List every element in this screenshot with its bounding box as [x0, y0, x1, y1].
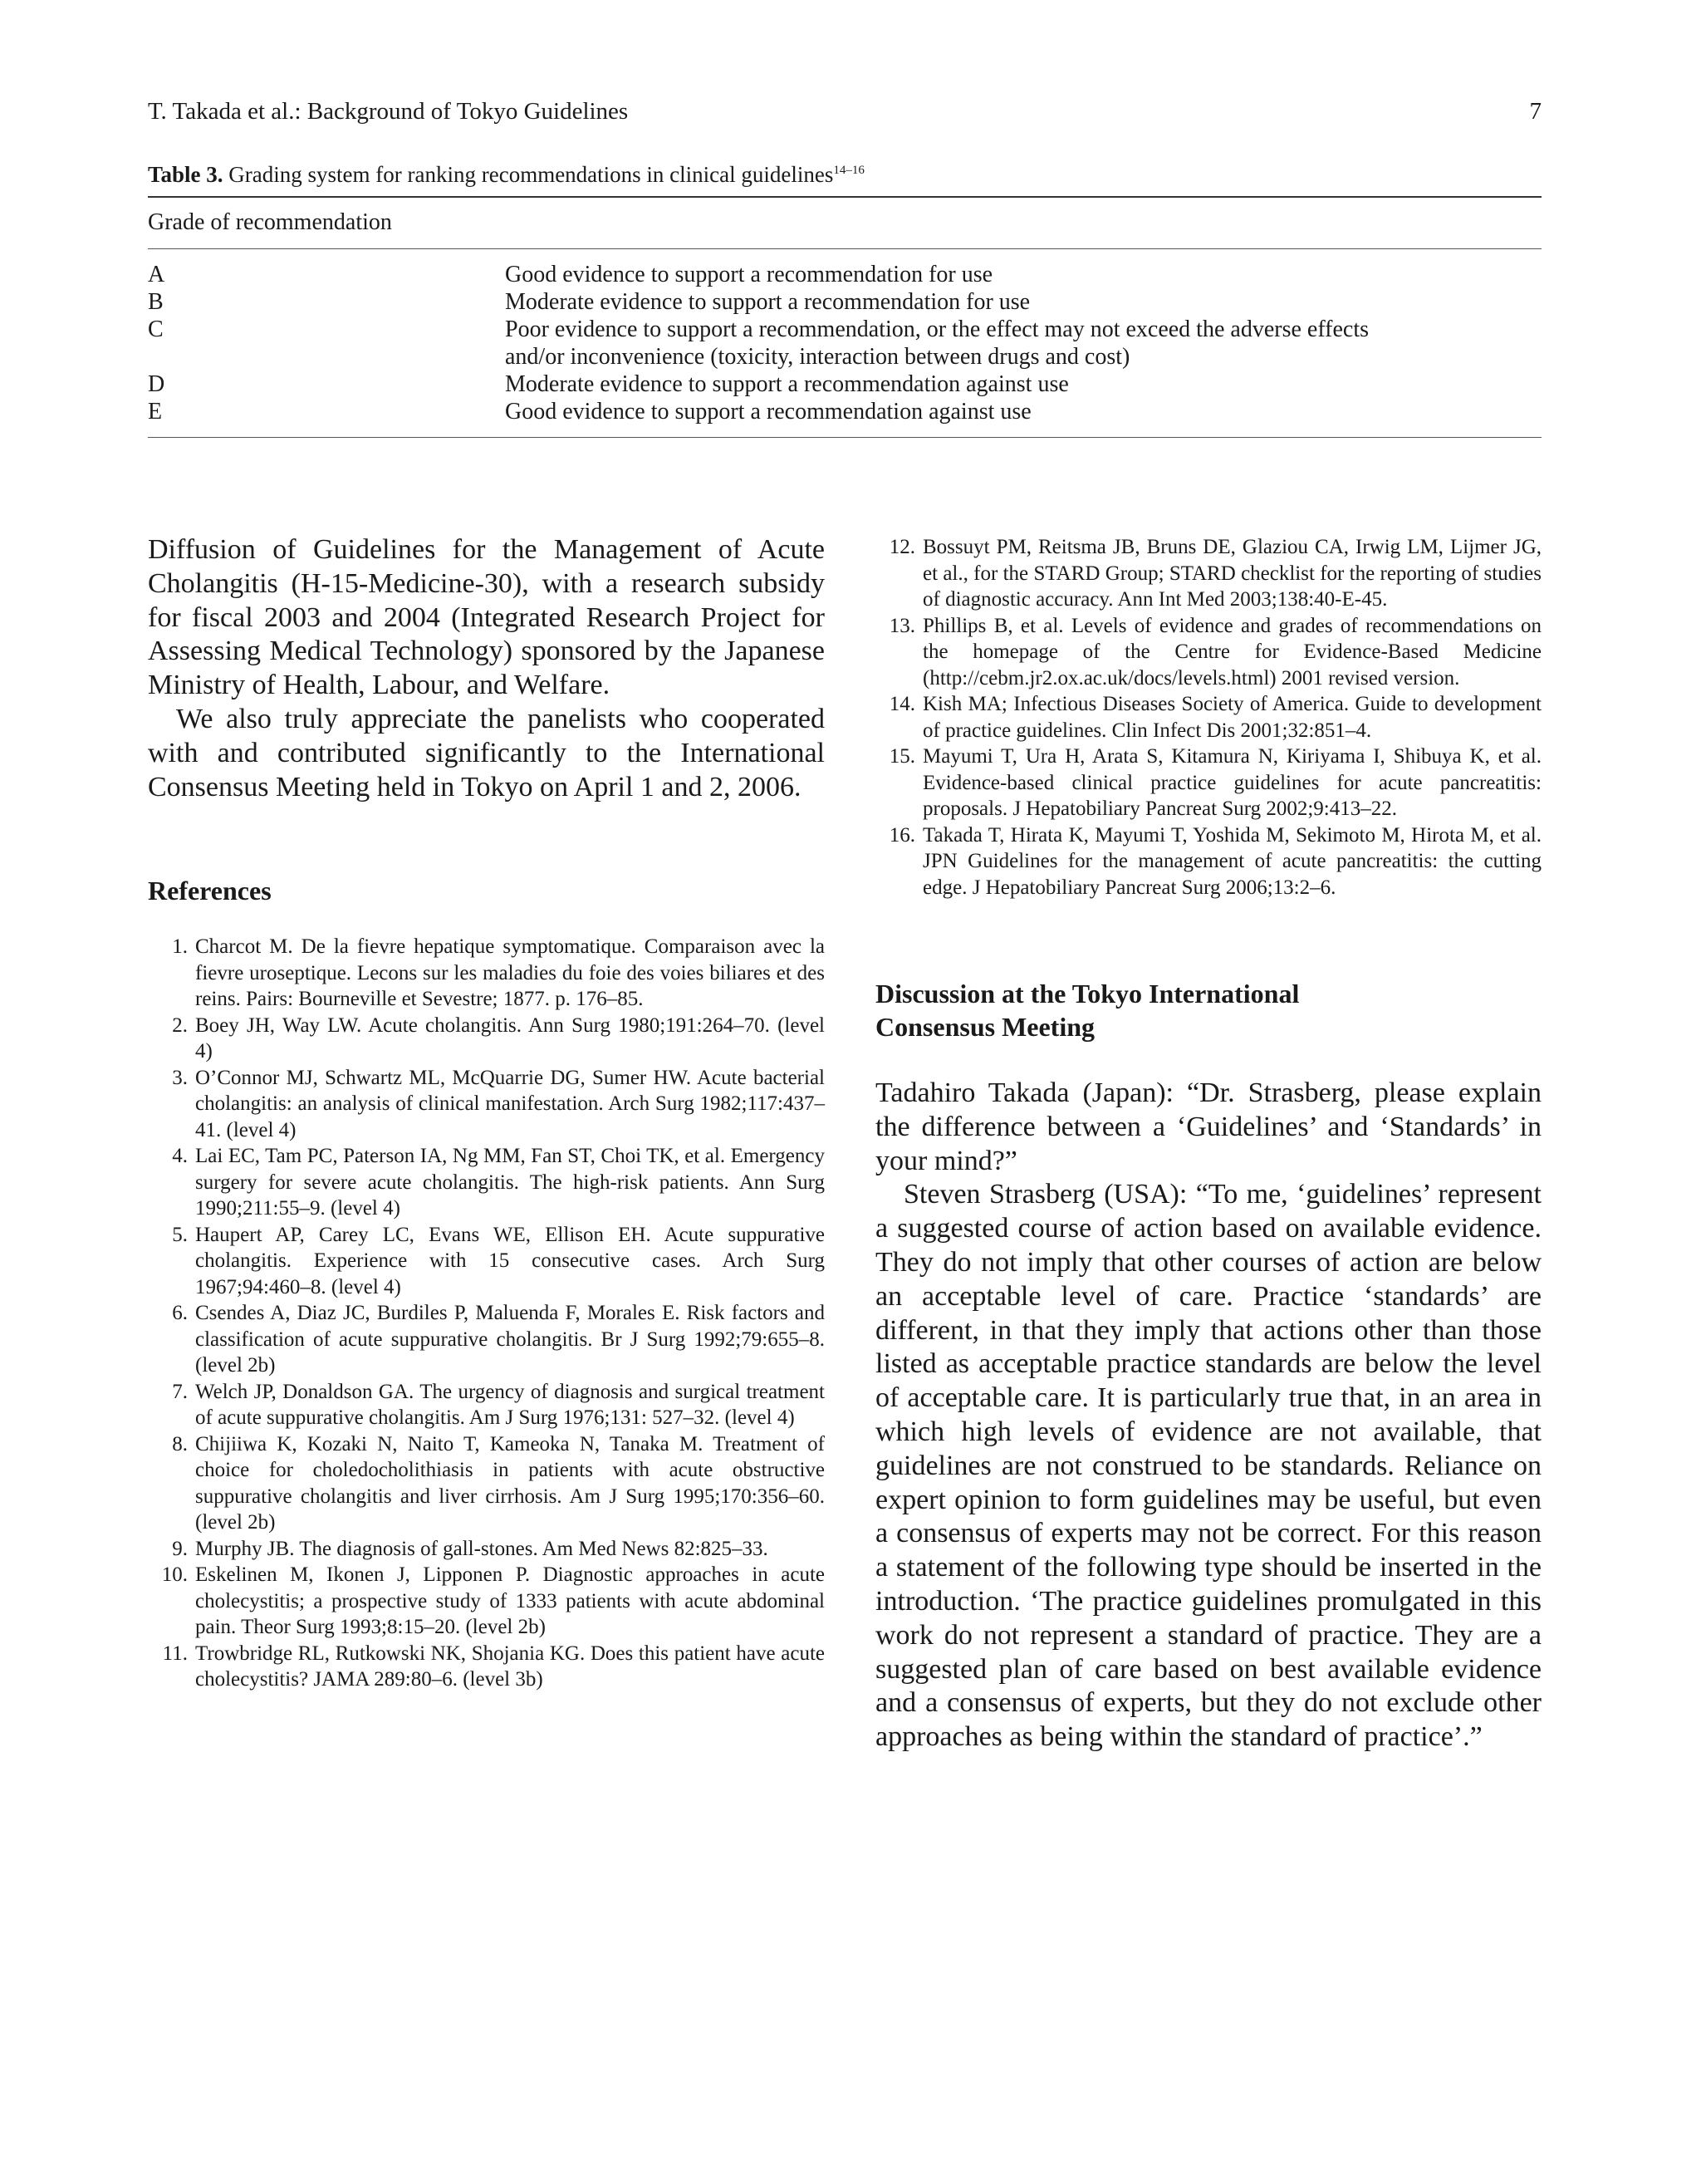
reference-list-left — [148, 934, 825, 1693]
reference-number: 14. — [889, 693, 915, 715]
reference-item — [875, 744, 1542, 822]
reference-text: Bossuyt PM, Reitsma JB, Bruns DE, Glaziou CA, Irwig LM, Lijmer JG, et al., for the STARD Group; STARD checklist for the reporting of studies of diagnostic accuracy. Ann Int Med 2003;138:40-E-45. — [923, 536, 1542, 611]
reference-item — [875, 534, 1542, 613]
discussion-paragraph: Tadahiro Takada (Japan): “Dr. Strasberg, please explain the difference between a ‘Guidelines’ and ‘Standards’ in your mind?” — [875, 1077, 1542, 1176]
grade-letter: C — [148, 317, 164, 342]
reference-text: Charcot M. De la fievre hepatique symptomatique. Comparaison avec la fievre uroseptique. Lecons sur les maladies du foie des voies biliares et des reins. Pairs: Bourneville et Sevestre; 1877. p. 176–85. — [195, 935, 825, 1011]
reference-text: O’Connor MJ, Schwartz ML, McQuarrie DG, Sumer HW. Acute bacterial cholangitis: an analysis of clinical manifestation. Arch Surg 1982;117:437–41. (level 4) — [195, 1066, 825, 1141]
running-title: T. Takada et al.: Background of Tokyo Guidelines — [148, 98, 629, 125]
reference-item — [148, 1641, 825, 1693]
grade-letter: B — [148, 289, 164, 315]
table-body — [148, 249, 1542, 437]
reference-number: 5. — [172, 1223, 188, 1246]
table-row — [148, 261, 1542, 288]
reference-text: Chijiiwa K, Kozaki N, Naito T, Kameoka N, Tanaka M. Treatment of choice for choledocholithiasis in patients with acute obstructive suppurative cholangitis and liver cirrhosis. Am J Surg 1995;170:356–60. (level 2b) — [195, 1432, 825, 1534]
left-column — [148, 533, 825, 1693]
reference-item — [148, 1536, 825, 1563]
reference-item — [875, 822, 1542, 901]
reference-text: Murphy JB. The diagnosis of gall-stones. Am Med News 82:825–33. — [195, 1537, 768, 1560]
reference-number: 13. — [889, 614, 915, 637]
acknowledgment-paragraph: We also truly appreciate the panelists who cooperated with and contributed significantly to the International Consensus Meeting held in Tokyo on April 1 and 2, 2006. — [148, 703, 825, 802]
grade-description-line: Poor evidence to support a recommendation, or the effect may not exceed the adverse effects — [505, 317, 1369, 342]
table-row — [148, 316, 1542, 371]
acknowledgment-paragraph: Diffusion of Guidelines for the Management of Acute Cholangitis (H-15-Medicine-30), with a research subsidy for fiscal 2003 and 2004 (Integrated Research Project for Assessing Medical Technology) sponsored by the Japanese Ministry of Health, Labour, and Welfare. — [148, 534, 825, 701]
reference-number: 3. — [172, 1066, 188, 1089]
page-number: 7 — [1529, 98, 1542, 125]
reference-item — [148, 1065, 825, 1144]
table-bottom-rule — [148, 437, 1542, 438]
grade-description: Moderate evidence to support a recommendation for use — [505, 289, 1031, 315]
reference-number: 9. — [172, 1537, 188, 1560]
reference-text: Kish MA; Infectious Diseases Society of America. Guide to development of practice guidelines. Clin Infect Dis 2001;32:851–4. — [923, 693, 1542, 742]
table-caption — [148, 162, 1542, 188]
running-head — [148, 98, 1542, 125]
reference-item — [148, 1431, 825, 1536]
reference-item — [875, 691, 1542, 744]
right-column — [875, 534, 1542, 1755]
reference-item — [148, 1013, 825, 1065]
reference-number: 12. — [889, 536, 915, 558]
table-caption-refs: 14–16 — [833, 164, 865, 177]
reference-number: 15. — [889, 745, 915, 768]
reference-list-right — [875, 534, 1542, 901]
reference-number: 1. — [172, 935, 188, 959]
reference-text: Trowbridge RL, Rutkowski NK, Shojania KG. Does this patient have acute cholecystitis? JAMA 289:80–6. (level 3b) — [195, 1642, 825, 1691]
reference-text: Haupert AP, Carey LC, Evans WE, Ellison EH. Acute suppurative cholangitis. Experience with 15 consecutive cases. Arch Surg 1967;94:460–8. (level 4) — [195, 1223, 825, 1298]
reference-item — [148, 1379, 825, 1431]
reference-number: 11. — [162, 1642, 188, 1665]
discussion-heading — [875, 977, 1542, 1043]
reference-item — [148, 1143, 825, 1222]
reference-number: 8. — [172, 1432, 188, 1455]
grade-description-line: and/or inconvenience (toxicity, interaction between drugs and cost) — [505, 344, 1130, 370]
grade-description: Moderate evidence to support a recommendation against use — [505, 371, 1069, 397]
grade-letter: A — [148, 262, 165, 287]
table-caption-text: Grading system for ranking recommendations in clinical guidelines — [228, 162, 834, 187]
grade-description — [505, 316, 1542, 371]
discussion-paragraph: Steven Strasberg (USA): “To me, ‘guidelines’ represent a suggested course of action based on available evidence. They do not imply that other courses of action are below an acceptable level of care. Practice ‘standards’ are different, in that they imply that actions other than those listed as acceptable practice standards are below the level of acceptable care. It is particularly true that, in an area in which high levels of evidence are not available, that guidelines are not construed to be standards. Reliance on expert opinion to form guidelines may be useful, but even a consensus of experts may not be correct. For this reason a statement of the following type should be inserted in the introduction. ‘The practice guidelines promulgated in this work do not represent a standard of practice. They are a suggested plan of care based on best available evidence and a consensus of experts, but they do not exclude other approaches as being within the standard of practice’.” — [875, 1179, 1542, 1753]
reference-number: 16. — [889, 823, 915, 847]
table-label: Table 3. — [148, 162, 223, 187]
reference-item — [148, 1222, 825, 1301]
reference-number: 6. — [172, 1302, 188, 1325]
reference-text: Eskelinen M, Ikonen J, Lipponen P. Diagnostic approaches in acute cholecystitis; a prospective study of 1333 patients with acute abdominal pain. Theor Surg 1993;8:15–20. (level 2b) — [195, 1563, 825, 1639]
table-row — [148, 371, 1542, 398]
grade-letter: E — [148, 399, 163, 425]
reference-text: Takada T, Hirata K, Mayumi T, Yoshida M, Sekimoto M, Hirota M, et al. JPN Guidelines for the management of acute pancreatitis: the cutting edge. J Hepatobiliary Pancreat Surg 2006;13:2–6. — [923, 823, 1542, 899]
discussion-heading-line: Discussion at the Tokyo International — [875, 979, 1300, 1009]
reference-item — [148, 1562, 825, 1641]
discussion-heading-line: Consensus Meeting — [875, 1012, 1096, 1042]
reference-text: Welch JP, Donaldson GA. The urgency of diagnosis and surgical treatment of acute suppurative cholangitis. Am J Surg 1976;131: 527–32. (level 4) — [195, 1380, 825, 1430]
reference-number: 2. — [172, 1013, 188, 1037]
reference-text: Boey JH, Way LW. Acute cholangitis. Ann Surg 1980;191:264–70. (level 4) — [195, 1013, 825, 1063]
reference-text: Lai EC, Tam PC, Paterson IA, Ng MM, Fan ST, Choi TK, et al. Emergency surgery for severe acute cholangitis. The high-risk patients. Ann Surg 1990;211:55–9. (level 4) — [195, 1145, 825, 1220]
references-heading: References — [148, 876, 272, 906]
table-column-header: Grade of recommendation — [148, 209, 392, 235]
reference-text: Csendes A, Diaz JC, Burdiles P, Maluenda F, Morales E. Risk factors and classification of acute suppurative cholangitis. Br J Surg 1992;79:655–8. (level 2b) — [195, 1302, 825, 1377]
reference-item — [875, 613, 1542, 692]
reference-number: 4. — [172, 1145, 188, 1168]
table-row — [148, 288, 1542, 316]
reference-text: Mayumi T, Ura H, Arata S, Kitamura N, Kiriyama I, Shibuya K, et al. Evidence-based clinical practice guidelines for acute pancreatitis: proposals. J Hepatobiliary Pancreat Surg 2002;9:413–22. — [923, 745, 1542, 820]
grade-description: Good evidence to support a recommendation for use — [505, 262, 993, 287]
reference-item — [148, 934, 825, 1013]
grading-table — [148, 162, 1542, 438]
grade-description: Good evidence to support a recommendation against use — [505, 399, 1032, 425]
reference-item — [148, 1300, 825, 1379]
reference-number: 10. — [161, 1563, 188, 1587]
reference-text: Phillips B, et al. Levels of evidence and grades of recommendations on the homepage of the Centre for Evidence-Based Medicine (http://cebm.jr2.ox.ac.uk/docs/levels.html) 2001 revised version. — [923, 614, 1542, 690]
table-row — [148, 398, 1542, 425]
grade-letter: D — [148, 371, 165, 397]
reference-number: 7. — [172, 1380, 188, 1403]
